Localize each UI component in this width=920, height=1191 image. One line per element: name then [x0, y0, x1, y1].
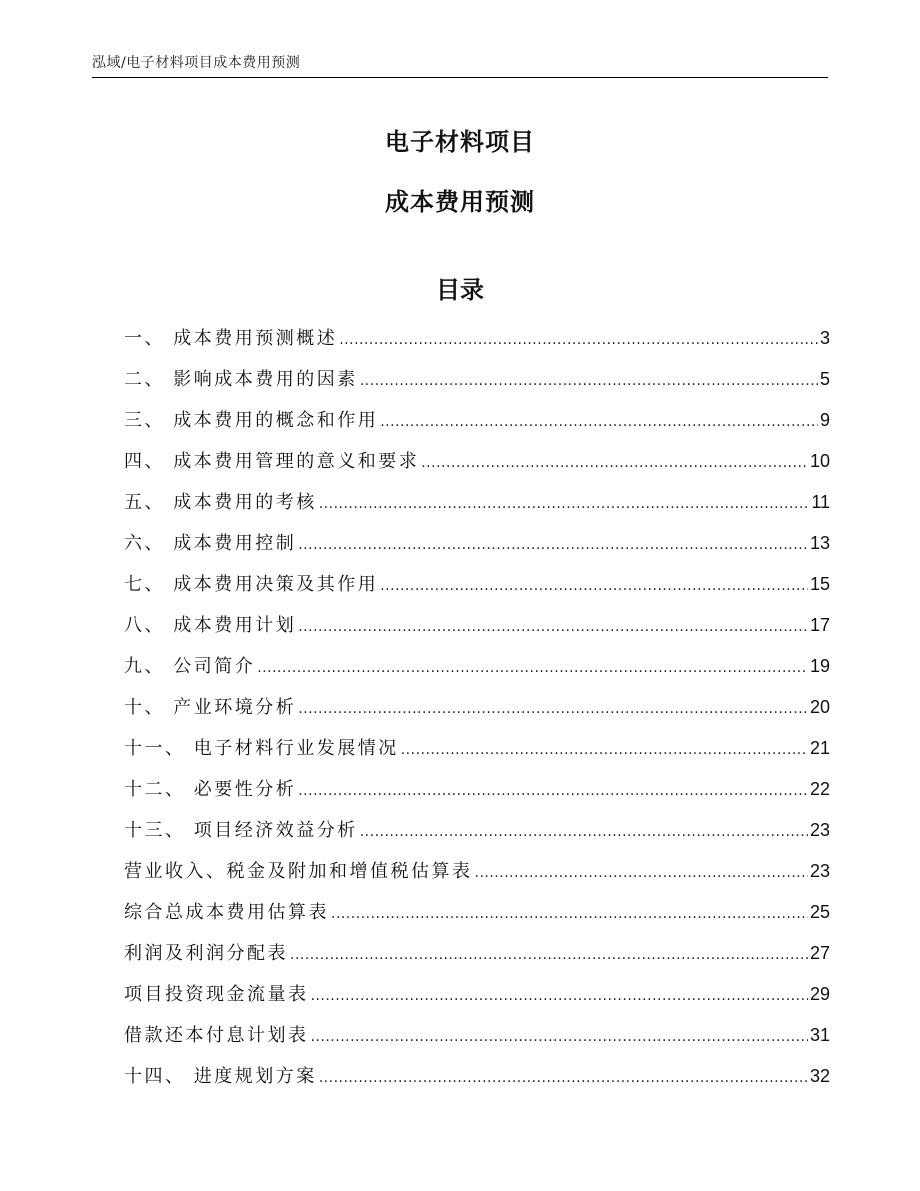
toc-entry[interactable] — [124, 441, 830, 482]
toc-entry-label: 十三、 项目经济效益分析 — [124, 820, 358, 841]
toc-entry[interactable] — [124, 523, 830, 564]
toc-leader-dots — [298, 689, 808, 730]
toc-entry-label: 四、 成本费用管理的意义和要求 — [124, 451, 420, 472]
toc-leader-dots — [475, 853, 808, 894]
toc-entry[interactable] — [124, 892, 830, 933]
toc-entry[interactable] — [124, 482, 830, 523]
toc-leader-dots — [290, 935, 808, 976]
toc-heading: 目录 — [436, 276, 484, 304]
toc-leader-dots — [380, 402, 818, 443]
toc-entry-label: 借款还本付息计划表 — [124, 1025, 309, 1046]
toc-entry-page: 17 — [809, 615, 830, 635]
toc-entry-label: 三、 成本费用的概念和作用 — [124, 410, 379, 431]
toc-entry[interactable] — [124, 400, 830, 441]
toc-entry-page: 25 — [809, 902, 830, 922]
toc-entry-page: 9 — [819, 410, 830, 430]
toc-leader-dots — [311, 976, 808, 1017]
header-divider — [92, 77, 828, 78]
toc-leader-dots — [298, 607, 808, 648]
toc-entry-label: 八、 成本费用计划 — [124, 615, 297, 636]
toc-entry-label: 十一、 电子材料行业发展情况 — [124, 738, 399, 759]
toc-leader-dots — [319, 1058, 808, 1099]
toc-entry-page: 21 — [809, 738, 830, 758]
toc-entry-label: 十四、 进度规划方案 — [124, 1066, 317, 1087]
toc-entry-page: 27 — [809, 943, 830, 963]
toc-entry-label: 利润及利润分配表 — [124, 943, 288, 964]
toc-entry[interactable] — [124, 1056, 830, 1097]
table-of-contents — [124, 318, 830, 1097]
running-header: 泓域/电子材料项目成本费用预测 — [92, 55, 301, 71]
toc-entry-page: 19 — [809, 656, 830, 676]
toc-entry-label: 营业收入、税金及附加和增值税估算表 — [124, 861, 473, 882]
toc-leader-dots — [360, 812, 808, 853]
toc-entry[interactable] — [124, 851, 830, 892]
toc-entry-label: 七、 成本费用决策及其作用 — [124, 574, 379, 595]
toc-entry[interactable] — [124, 605, 830, 646]
toc-leader-dots — [257, 648, 808, 689]
toc-leader-dots — [380, 566, 808, 607]
toc-entry-label: 十、 产业环境分析 — [124, 697, 297, 718]
toc-entry[interactable] — [124, 564, 830, 605]
toc-leader-dots — [421, 443, 808, 484]
toc-leader-dots — [311, 1017, 808, 1058]
toc-leader-dots — [401, 730, 808, 771]
toc-leader-dots — [298, 525, 808, 566]
toc-entry[interactable] — [124, 646, 830, 687]
toc-entry-label: 九、 公司简介 — [124, 656, 256, 677]
toc-entry-page: 15 — [809, 574, 830, 594]
toc-entry-label: 十二、 必要性分析 — [124, 779, 297, 800]
toc-entry-page: 20 — [809, 697, 830, 717]
toc-entry-label: 六、 成本费用控制 — [124, 533, 297, 554]
toc-entry-page: 23 — [809, 861, 830, 881]
toc-entry-page: 5 — [819, 369, 830, 389]
toc-entry[interactable] — [124, 1015, 830, 1056]
document-title-line-2: 成本费用预测 — [385, 188, 535, 216]
toc-entry[interactable] — [124, 318, 830, 359]
toc-entry-page: 22 — [809, 779, 830, 799]
toc-entry-label: 综合总成本费用估算表 — [124, 902, 329, 923]
toc-entry-page: 3 — [819, 328, 830, 348]
toc-entry-page: 32 — [809, 1066, 830, 1086]
toc-entry-page: 13 — [809, 533, 830, 553]
toc-entry-page: 29 — [809, 984, 830, 1004]
toc-entry-label: 五、 成本费用的考核 — [124, 492, 317, 513]
toc-leader-dots — [298, 771, 808, 812]
toc-entry-page: 10 — [809, 451, 830, 471]
toc-leader-dots — [339, 320, 818, 361]
toc-entry-page: 31 — [809, 1025, 830, 1045]
toc-entry-label: 二、 影响成本费用的因素 — [124, 369, 358, 390]
toc-entry-label: 一、 成本费用预测概述 — [124, 328, 338, 349]
toc-entry[interactable] — [124, 933, 830, 974]
toc-entry-page: 11 — [811, 492, 830, 512]
toc-entry[interactable] — [124, 769, 830, 810]
toc-entry-label: 项目投资现金流量表 — [124, 984, 309, 1005]
document-title-line-1: 电子材料项目 — [385, 128, 535, 156]
toc-leader-dots — [319, 484, 810, 525]
toc-entry[interactable] — [124, 687, 830, 728]
toc-entry-page: 23 — [809, 820, 830, 840]
toc-leader-dots — [331, 894, 808, 935]
toc-leader-dots — [360, 361, 818, 402]
toc-entry[interactable] — [124, 359, 830, 400]
toc-entry[interactable] — [124, 810, 830, 851]
toc-entry[interactable] — [124, 974, 830, 1015]
toc-entry[interactable] — [124, 728, 830, 769]
